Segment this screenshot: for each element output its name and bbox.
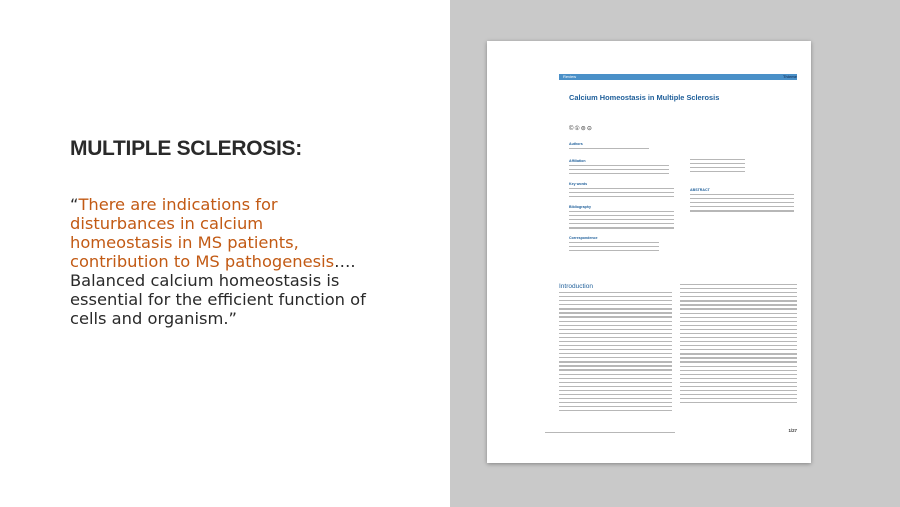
slide-quote — [70, 195, 370, 328]
body-column-right — [680, 284, 797, 406]
paper-thumbnail — [487, 41, 811, 463]
intro-heading: Introduction — [559, 283, 593, 290]
abstract-label: ABSTRACT — [690, 188, 710, 192]
license-icons: ©①⊜⊝ — [569, 126, 593, 132]
contact-text — [690, 159, 745, 175]
paper-title: Calcium Homeostasis in Multiple Sclerosis — [569, 93, 720, 102]
slide-heading: MULTIPLE SCLEROSIS: — [70, 137, 302, 160]
paper-header-bar — [559, 74, 797, 80]
authors-text — [569, 148, 649, 152]
paper-footer — [545, 432, 675, 436]
paper-page-number: 1/27 — [788, 428, 797, 433]
bibliography-label: Bibliography — [569, 205, 591, 209]
bibliography-text — [569, 211, 674, 231]
quote-rest: …. Balanced calcium homeostasis is essential for the efficient function of cells and organism.” — [70, 252, 366, 328]
quote-highlight: There are indications for disturbances in calcium homeostasis in MS patients, contribution to MS pathogenesis — [70, 195, 335, 271]
quote-open-mark: “ — [70, 195, 79, 214]
correspondence-text — [569, 242, 659, 254]
correspondence-label: Correspondence — [569, 236, 598, 240]
authors-label: Authors — [569, 142, 583, 146]
key-words-text — [569, 188, 674, 200]
affiliation-label: Affiliation — [569, 159, 586, 163]
key-words-label: Key words — [569, 182, 588, 186]
body-column-left — [559, 292, 672, 414]
paper-publisher-logo: Thieme — [782, 74, 797, 79]
affiliation-text — [569, 165, 669, 177]
paper-section-label: Review — [563, 74, 577, 79]
abstract-text — [690, 194, 794, 214]
